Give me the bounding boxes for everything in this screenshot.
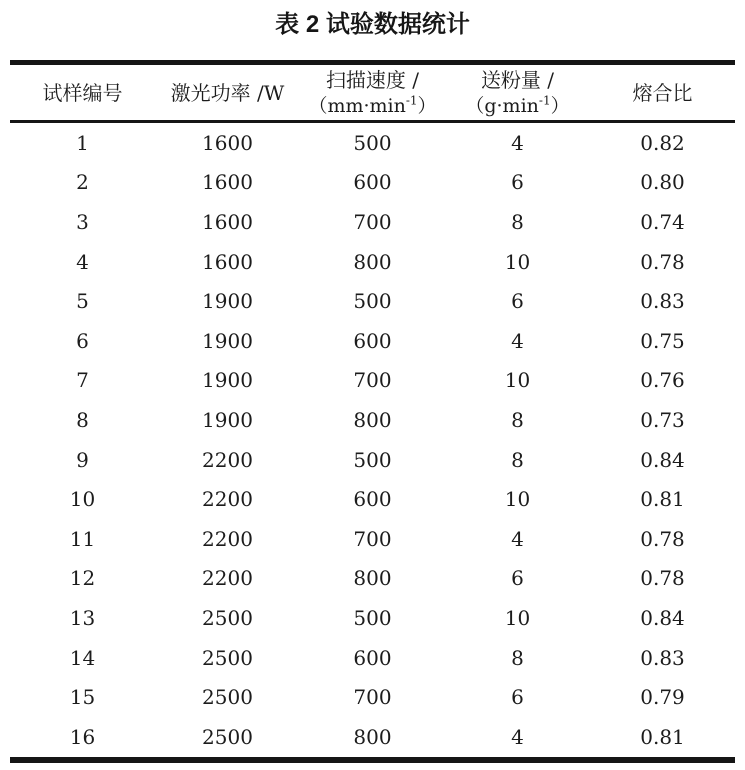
table-cell: 13 (69, 605, 96, 630)
table-cell: 2200 (202, 566, 253, 591)
table-cell: 500 (353, 130, 392, 155)
column-header-label: 熔合比 (632, 80, 693, 105)
table-row (10, 519, 735, 559)
column-header-unit (300, 93, 445, 119)
table-cell: 1900 (202, 289, 253, 314)
table-cell: 0.81 (640, 724, 685, 749)
table-cell: 8 (511, 209, 524, 234)
table-row (10, 717, 735, 760)
table-cell: 7 (76, 368, 89, 393)
table-cell: 0.81 (640, 487, 685, 512)
table-cell: 0.76 (640, 368, 685, 393)
table-cell: 0.73 (640, 407, 685, 432)
table-cell: 10 (69, 487, 96, 512)
table-cell: 2 (76, 170, 89, 195)
table-cell: 11 (69, 526, 96, 551)
table-cell: 8 (76, 407, 89, 432)
table-body (10, 122, 735, 760)
table-caption: 表 2 试验数据统计 (275, 11, 470, 38)
table-row (10, 163, 735, 203)
column-header-sample-no (10, 63, 155, 122)
table-cell: 16 (69, 724, 96, 749)
table-cell: 500 (353, 289, 392, 314)
table-row (10, 559, 735, 599)
table-cell: 700 (353, 368, 392, 393)
table-cell: 4 (76, 249, 89, 274)
table-cell: 10 (504, 605, 531, 630)
table-cell: 6 (511, 289, 524, 314)
table-cell: 0.78 (640, 526, 685, 551)
unit-superscript: -1 (538, 93, 551, 108)
table-row (10, 638, 735, 678)
header-row (10, 63, 735, 122)
table-cell: 4 (511, 328, 524, 353)
table-cell: 500 (353, 605, 392, 630)
table-cell: 10 (504, 249, 531, 274)
table-cell: 1600 (202, 249, 253, 274)
table-cell: 600 (353, 170, 392, 195)
table-cell: 3 (76, 209, 89, 234)
table-cell: 0.83 (640, 289, 685, 314)
table-cell: 0.80 (640, 170, 685, 195)
table-cell: 6 (511, 685, 524, 710)
table-cell: 800 (353, 724, 392, 749)
table-cell: 4 (511, 526, 524, 551)
table-row (10, 400, 735, 440)
column-header-label: 激光功率 /W (170, 80, 285, 105)
table-cell: 4 (511, 130, 524, 155)
unit-close: ） (550, 94, 570, 117)
table-cell: 9 (76, 447, 89, 472)
table-row (10, 677, 735, 717)
table-cell: 700 (353, 685, 392, 710)
table-cell: 2500 (202, 724, 253, 749)
table-cell: 10 (504, 487, 531, 512)
column-header-scan-speed (300, 63, 445, 122)
table-cell: 2200 (202, 487, 253, 512)
table-cell: 0.83 (640, 645, 685, 670)
table-row (10, 440, 735, 480)
table-cell: 1600 (202, 209, 253, 234)
table-cell: 0.84 (640, 605, 685, 630)
table-cell: 8 (511, 447, 524, 472)
table-cell: 700 (353, 209, 392, 234)
table-row (10, 122, 735, 163)
table-cell: 800 (353, 407, 392, 432)
column-header-laser-power (155, 63, 300, 122)
table-cell: 10 (504, 368, 531, 393)
table-cell: 15 (69, 685, 96, 710)
table-cell: 1900 (202, 368, 253, 393)
table-cell: 0.84 (640, 447, 685, 472)
table-cell: 6 (511, 170, 524, 195)
table-header (10, 63, 735, 122)
table-cell: 0.78 (640, 566, 685, 591)
table-cell: 5 (76, 289, 89, 314)
table-cell: 14 (69, 645, 96, 670)
table-cell: 2500 (202, 645, 253, 670)
table-cell: 700 (353, 526, 392, 551)
table-cell: 1 (76, 130, 89, 155)
unit-close: ） (417, 94, 437, 117)
table-cell: 8 (511, 645, 524, 670)
table-cell: 2200 (202, 447, 253, 472)
table-cell: 1900 (202, 407, 253, 432)
table-cell: 0.74 (640, 209, 685, 234)
table-cell: 6 (511, 566, 524, 591)
table-cell: 0.82 (640, 130, 685, 155)
column-header-label: 送粉量 / (480, 67, 555, 92)
table-row (10, 321, 735, 361)
unit-superscript: -1 (405, 93, 418, 108)
table-row (10, 242, 735, 282)
table-cell: 8 (511, 407, 524, 432)
column-header-unit (445, 93, 590, 119)
table-cell: 12 (69, 566, 96, 591)
data-table (10, 60, 735, 763)
table-cell: 2500 (202, 685, 253, 710)
table-cell: 1600 (202, 170, 253, 195)
column-header-label: 试样编号 (42, 80, 123, 105)
column-header-label: 扫描速度 / (325, 67, 420, 92)
table-cell: 800 (353, 566, 392, 591)
table-cell: 0.78 (640, 249, 685, 274)
table-cell: 0.75 (640, 328, 685, 353)
table-cell: 500 (353, 447, 392, 472)
table-row (10, 202, 735, 242)
table-cell: 2200 (202, 526, 253, 551)
table-cell: 600 (353, 645, 392, 670)
table-cell: 800 (353, 249, 392, 274)
table-cell: 600 (353, 487, 392, 512)
table-cell: 600 (353, 328, 392, 353)
table-row (10, 598, 735, 638)
column-header-powder-feed (445, 63, 590, 122)
table-cell: 2500 (202, 605, 253, 630)
unit-text: （g·min (465, 94, 539, 117)
table-cell: 4 (511, 724, 524, 749)
unit-text: （mm·min (308, 94, 406, 117)
table-row (10, 281, 735, 321)
table-row (10, 361, 735, 401)
table-cell: 6 (76, 328, 89, 353)
table-cell: 1600 (202, 130, 253, 155)
table-cell: 1900 (202, 328, 253, 353)
table-cell: 0.79 (640, 685, 685, 710)
table-row (10, 479, 735, 519)
column-header-fusion-ratio (590, 63, 735, 122)
